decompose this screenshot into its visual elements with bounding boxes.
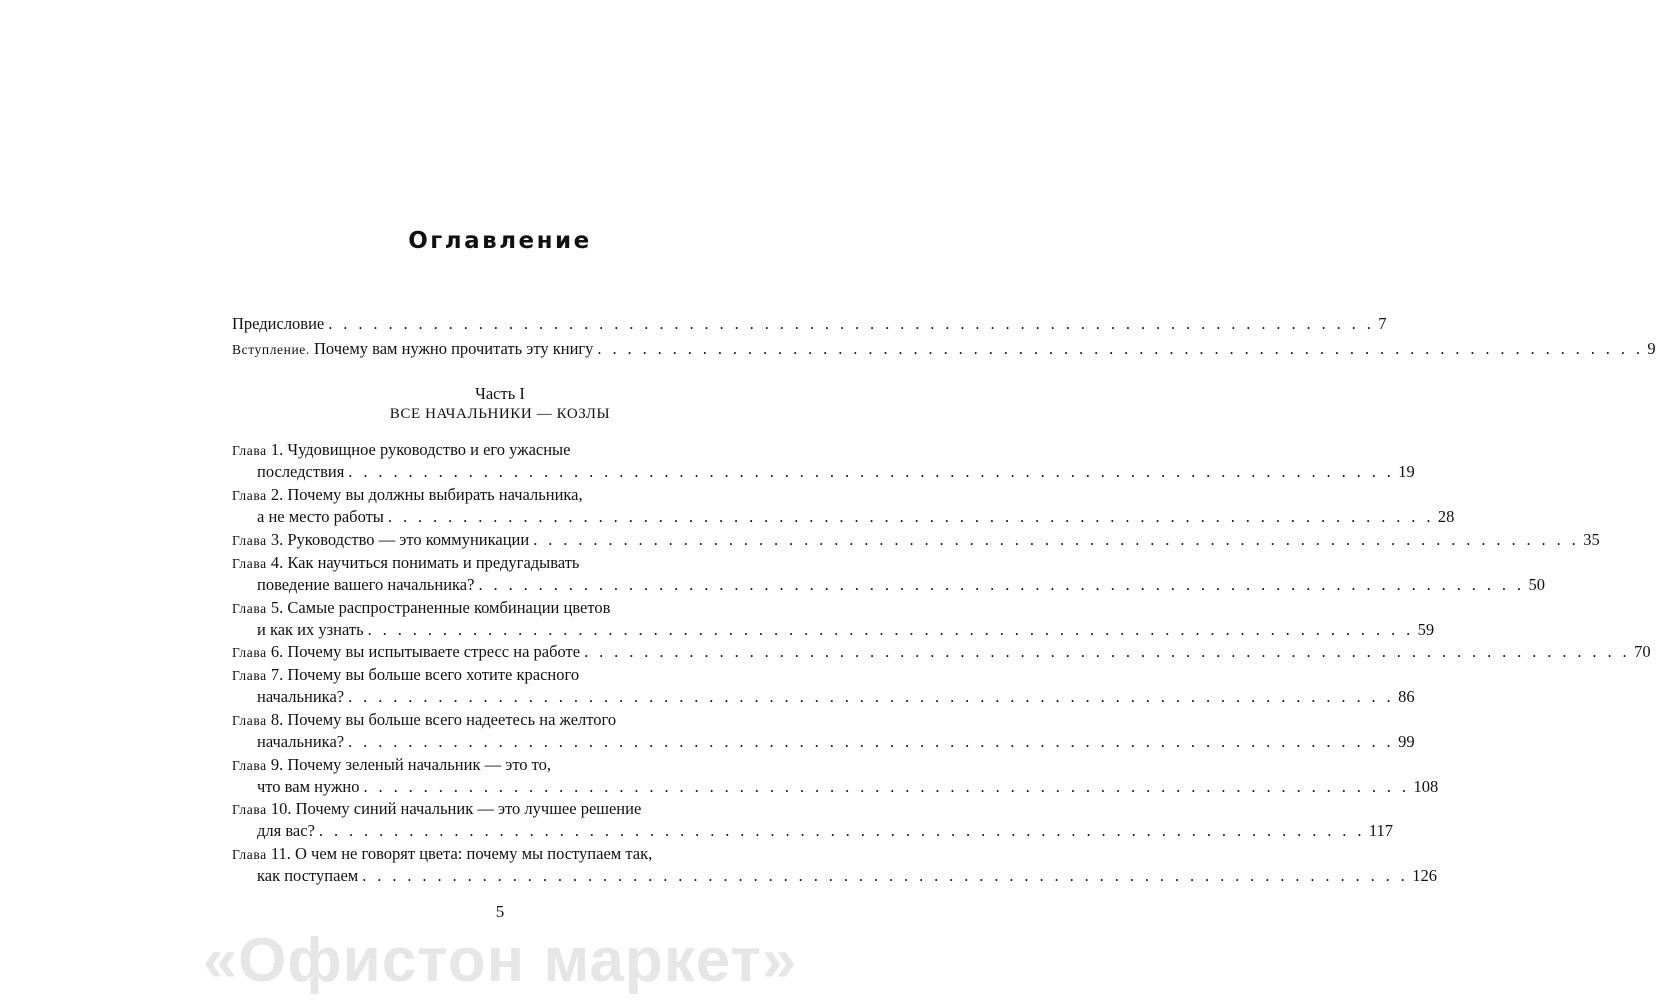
toc-entry-preface[interactable] [232, 313, 1387, 335]
dot-leader: . . . . . . . . . . . . . . . . . . . . . . . . . . . . . . . . . . . . . . . . . . . . . . . . . . . . . . . . . . . . . . . . . . . . . . [362, 866, 1409, 886]
page-ref: 9 [1647, 339, 1656, 358]
toc-entry-chapter-10[interactable] [232, 798, 1394, 843]
chapter-word: Глава [232, 847, 267, 862]
page-ref: 50 [1528, 575, 1545, 595]
chapter-title-line1: Самые распространенные комбинации цветов [287, 598, 611, 617]
toc-entry-chapter-5[interactable] [232, 597, 1435, 642]
part-label: Часть I [475, 384, 525, 403]
page-ref: 35 [1583, 530, 1600, 549]
chapter-title-line2: последствия [257, 462, 345, 482]
chapter-title-line1: Почему вы должны выбирать начальника, [287, 485, 583, 504]
toc-title: Оглавление [408, 228, 592, 254]
chapter-title-line1: Почему вы больше всего хотите красного [287, 665, 580, 684]
chapter-title-line2: и как их узнать [257, 620, 364, 640]
chapter-number: 10. [270, 799, 292, 818]
chapter-word: Глава [232, 556, 267, 571]
chapter-number: 6. [270, 642, 284, 661]
chapter-title-line1: Как научиться понимать и предугадывать [287, 553, 580, 572]
page-ref: 28 [1437, 507, 1455, 527]
chapter-word: Глава [232, 713, 267, 728]
chapter-title-line1: Почему вы больше всего надеетесь на желтого [287, 710, 617, 729]
chapter-title-line1: Почему вы испытываете стресс на работе [287, 642, 581, 661]
chapter-title-line2: начальника? [257, 687, 345, 707]
toc-entry-introduction[interactable] [232, 338, 1656, 360]
chapter-title-line2: как поступаем [257, 866, 359, 886]
page-number: 5 [495, 902, 505, 921]
page-ref: 86 [1398, 687, 1415, 707]
toc-entry-chapter-11[interactable] [232, 843, 1437, 888]
dot-leader: . . . . . . . . . . . . . . . . . . . . . . . . . . . . . . . . . . . . . . . . . . . . . . . . . . . . . . . . . . . . . . . . . . . . . . [597, 339, 1644, 358]
chapter-word: Глава [232, 488, 267, 503]
watermark: «Офистон маркет» [202, 926, 798, 995]
page-ref: 7 [1378, 314, 1387, 333]
chapter-number: 9. [270, 755, 284, 774]
dot-leader: . . . . . . . . . . . . . . . . . . . . . . . . . . . . . . . . . . . . . . . . . . . . . . . . . . . . . . . . . . . . . . . . . . . . . . [387, 507, 1434, 527]
chapter-number: 5. [270, 598, 284, 617]
chapter-title-line2: поведение вашего начальника? [257, 575, 475, 595]
chapter-word: Глава [232, 533, 267, 548]
chapter-title-line2: а не место работы [257, 507, 384, 527]
page-ref: 126 [1412, 866, 1437, 886]
chapter-number: 3. [270, 530, 284, 549]
chapter-number: 4. [270, 553, 284, 572]
page-ref: 59 [1417, 620, 1435, 640]
chapter-word: Глава [232, 758, 267, 773]
dot-leader: . . . . . . . . . . . . . . . . . . . . . . . . . . . . . . . . . . . . . . . . . . . . . . . . . . . . . . . . . . . . . . . . . . . . . . [318, 821, 1365, 841]
part-title: ВСЕ НАЧАЛЬНИКИ — КОЗЛЫ [389, 406, 611, 422]
dot-leader: . . . . . . . . . . . . . . . . . . . . . . . . . . . . . . . . . . . . . . . . . . . . . . . . . . . . . . . . . . . . . . . . . . . . . . [478, 575, 1525, 595]
chapter-number: 1. [270, 440, 284, 459]
page-ref: 70 [1634, 642, 1651, 661]
toc-entry-chapter-1[interactable] [232, 439, 1415, 484]
chapter-title-line2: начальника? [257, 732, 345, 752]
dot-leader: . . . . . . . . . . . . . . . . . . . . . . . . . . . . . . . . . . . . . . . . . . . . . . . . . . . . . . . . . . . . . . . . . . . . . . [363, 777, 1410, 797]
toc-entry-chapter-9[interactable] [232, 754, 1439, 799]
entry-title: Почему вам нужно прочитать эту книгу [313, 339, 594, 358]
toc-entry-chapter-7[interactable] [232, 664, 1415, 709]
chapter-title-line2: для вас? [257, 821, 315, 841]
dot-leader: . . . . . . . . . . . . . . . . . . . . . . . . . . . . . . . . . . . . . . . . . . . . . . . . . . . . . . . . . . . . . . . . . . . . . . [348, 687, 1395, 707]
dot-leader: . . . . . . . . . . . . . . . . . . . . . . . . . . . . . . . . . . . . . . . . . . . . . . . . . . . . . . . . . . . . . . . . . . . . . . [367, 620, 1414, 640]
chapter-word: Глава [232, 443, 267, 458]
chapter-title-line1: Чудовищное руководство и его ужасные [287, 440, 571, 459]
page-ref: 19 [1398, 462, 1415, 482]
chapter-word: Глава [232, 802, 267, 817]
chapter-title-line1: Почему синий начальник — это лучшее решение [295, 799, 642, 818]
toc-entry-chapter-3[interactable] [232, 529, 1600, 551]
chapter-title-line1: Руководство — это коммуникации [287, 530, 530, 549]
dot-leader: . . . . . . . . . . . . . . . . . . . . . . . . . . . . . . . . . . . . . . . . . . . . . . . . . . . . . . . . . . . . . . . . . . . . . . [348, 462, 1395, 482]
chapter-word: Глава [232, 645, 267, 660]
dot-leader: . . . . . . . . . . . . . . . . . . . . . . . . . . . . . . . . . . . . . . . . . . . . . . . . . . . . . . . . . . . . . . . . . . . . . . [348, 732, 1395, 752]
page-ref: 99 [1398, 732, 1415, 752]
chapter-title-line1: О чем не говорят цвета: почему мы поступаем так, [294, 844, 653, 863]
toc-entry-chapter-2[interactable] [232, 484, 1455, 529]
toc-entry-chapter-8[interactable] [232, 709, 1415, 754]
dot-leader: . . . . . . . . . . . . . . . . . . . . . . . . . . . . . . . . . . . . . . . . . . . . . . . . . . . . . . . . . . . . . . . . . . . . . . [328, 314, 1375, 333]
chapter-title-line2: что вам нужно [257, 777, 360, 797]
dot-leader: . . . . . . . . . . . . . . . . . . . . . . . . . . . . . . . . . . . . . . . . . . . . . . . . . . . . . . . . . . . . . . . . . . . . . . [533, 530, 1580, 549]
chapter-number: 8. [270, 710, 284, 729]
chapter-title-line1: Почему зеленый начальник — это то, [287, 755, 552, 774]
entry-label: Вступление. [232, 342, 310, 357]
entry-title: Предисловие [232, 314, 325, 333]
page-ref: 117 [1368, 821, 1394, 841]
chapter-word: Глава [232, 601, 267, 616]
chapter-number: 11. [270, 844, 291, 863]
chapter-word: Глава [232, 668, 267, 683]
page-ref: 108 [1413, 777, 1439, 797]
chapter-number: 2. [270, 485, 284, 504]
dot-leader: . . . . . . . . . . . . . . . . . . . . . . . . . . . . . . . . . . . . . . . . . . . . . . . . . . . . . . . . . . . . . . . . . . . . . . [584, 642, 1631, 661]
chapter-number: 7. [270, 665, 284, 684]
toc-entry-chapter-4[interactable] [232, 552, 1545, 597]
toc-entry-chapter-6[interactable] [232, 641, 1651, 663]
